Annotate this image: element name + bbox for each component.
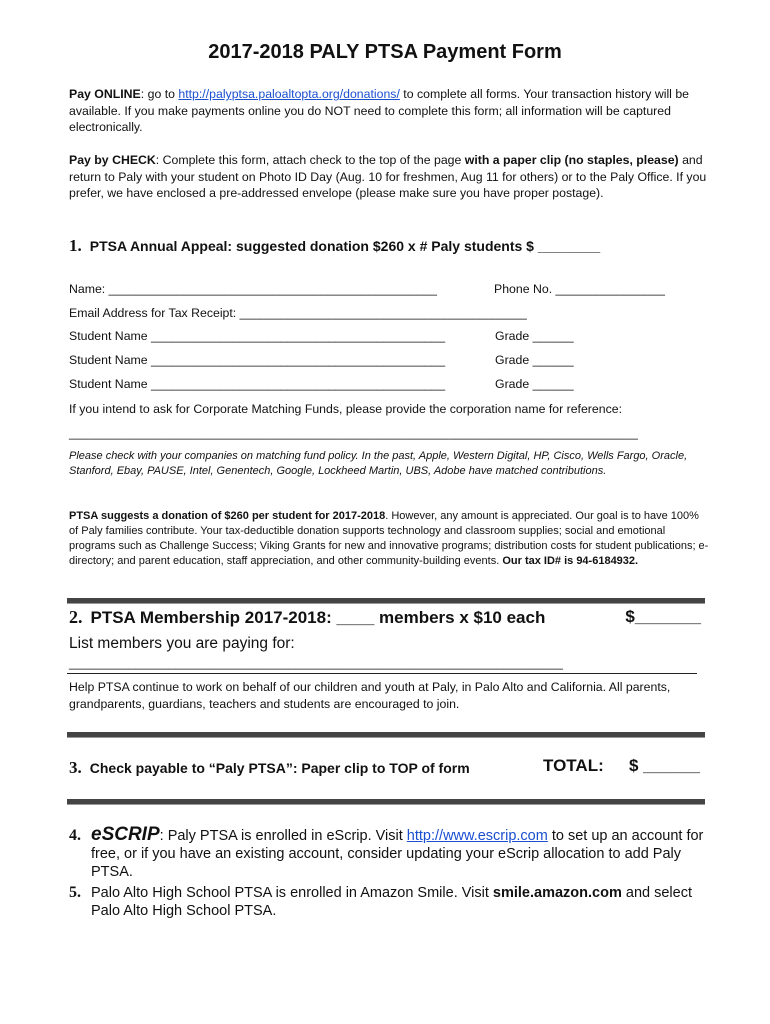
matching-policy-note: Please check with your companies on matching fund policy. In the past, Apple, Western Digital, HP, Cisco, Wells Fargo, Oracle, Stanford, Ebay, PAUSE, Intel, Genentech, Google, Lockheed Martin, UBS, Adobe have matched contributions. [69, 450, 688, 477]
members-list-label: List members you are paying for: [69, 635, 295, 652]
section-divider [67, 732, 705, 738]
corporate-name-field[interactable]: ____________________________________________________________________________________ [69, 426, 639, 440]
section-number: 3. [69, 758, 82, 777]
section-escrip [69, 826, 709, 881]
section-divider [67, 598, 705, 604]
amazon-smile-text [91, 884, 709, 920]
section-divider [67, 799, 705, 805]
grade-field-1[interactable]: Grade ______ [495, 329, 574, 343]
pay-online-paragraph [69, 86, 709, 136]
name-field[interactable]: Name: ________________________________________________ [69, 282, 437, 296]
suggested-donation-lead: PTSA suggests a donation of $260 per student for 2017-2018 [69, 510, 386, 522]
section-number: 4. [69, 827, 81, 844]
pay-online-label: Pay ONLINE [69, 87, 141, 101]
pay-online-pre: : go to [140, 87, 179, 101]
amazon-smile-pre: Palo Alto High School PTSA is enrolled in Amazon Smile. Visit [91, 885, 493, 901]
student-name-field-3[interactable]: Student Name ___________________________________________ [69, 377, 446, 391]
membership-amount-field[interactable]: $_______ [625, 607, 701, 626]
pay-check-label: Pay by CHECK [69, 153, 156, 167]
pay-check-pre: : Complete this form, attach check to the top of the page [155, 153, 465, 167]
pay-check-paragraph [69, 152, 709, 202]
section-number: 2. [69, 607, 83, 627]
section-divider [67, 673, 697, 674]
pay-online-post: to complete all forms. Your transaction history will be available. If you make payments online you do NOT need to complete this form; all information will be captured electronically. [69, 87, 689, 134]
escrip-brand: eSCRIP [91, 824, 160, 845]
student-name-field-1[interactable]: Student Name ___________________________________________ [69, 329, 446, 343]
section-number: 1. [69, 236, 82, 255]
escrip-pre: : Paly PTSA is enrolled in eScrip. Visit [159, 828, 407, 844]
grade-field-2[interactable]: Grade ______ [495, 353, 574, 367]
total-label: TOTAL: [543, 756, 604, 775]
grade-field-3[interactable]: Grade ______ [495, 377, 574, 391]
email-field[interactable]: Email Address for Tax Receipt: __________________________________________ [69, 306, 527, 320]
total-amount-field[interactable]: $ ______ [629, 756, 700, 775]
membership-heading[interactable]: PTSA Membership 2017-2018: ____ members x $10 each [90, 608, 546, 627]
section-amazon-smile [69, 884, 709, 920]
pay-check-post: and return to Paly with your student on Photo ID Day (Aug. 10 for freshmen, Aug 11 for others) or to the Paly Office. If you prefer, we have enclosed a pre-addressed envelope (please make sure you have proper postage). [69, 153, 707, 200]
membership-help-text: Help PTSA continue to work on behalf of our children and youth at Paly, in Palo Alto and California. All parents, grandparents, guardians, teachers and students are encouraged to join. [69, 680, 671, 711]
student-name-field-2[interactable]: Student Name ___________________________________________ [69, 353, 446, 367]
escrip-text [91, 826, 709, 881]
escrip-post: to set up an account for free, or if you have an existing account, consider updating your eScrip allocation to add Paly PTSA. [91, 828, 704, 880]
section-check-payable [69, 758, 709, 778]
section-annual-appeal [69, 236, 600, 256]
tax-id: Our tax ID# is 94-6184932. [502, 555, 639, 567]
donations-link[interactable]: http://palyptsa.paloaltopta.org/donations/ [178, 87, 400, 101]
corporate-matching-prompt: If you intend to ask for Corporate Matching Funds, please provide the corporation name for reference: [69, 402, 622, 416]
amazon-smile-post: and select Palo Alto High School PTSA. [91, 885, 692, 919]
paper-clip-note: with a paper clip (no staples, please) [464, 153, 679, 167]
check-payable-text: Check payable to “Paly PTSA”: Paper clip to TOP of form [89, 760, 470, 776]
suggested-donation-paragraph [69, 509, 709, 569]
phone-field[interactable]: Phone No. ________________ [494, 282, 665, 296]
amazon-smile-link[interactable]: smile.amazon.com [492, 885, 622, 901]
escrip-link[interactable]: http://www.escrip.com [406, 828, 548, 844]
suggested-donation-body: . However, any amount is appreciated. Our goal is to have 100% of Paly families contribute. Your tax-deductible donation supports technology and classroom supplies; social and emotional programs such as Challenge Success; Viking Grants for new and innovative programs; distribution costs for student publications; e-directory; and parent education, staff appreciation, and other community-building events. [69, 510, 709, 567]
section-number: 5. [69, 884, 81, 901]
members-list-field[interactable]: __________________________________________________________________________ [69, 656, 563, 670]
annual-appeal-heading[interactable]: PTSA Annual Appeal: suggested donation $260 x # Paly students $ ________ [89, 238, 601, 254]
page-title: 2017-2018 PALY PTSA Payment Form [208, 41, 562, 63]
section-membership [69, 607, 709, 628]
